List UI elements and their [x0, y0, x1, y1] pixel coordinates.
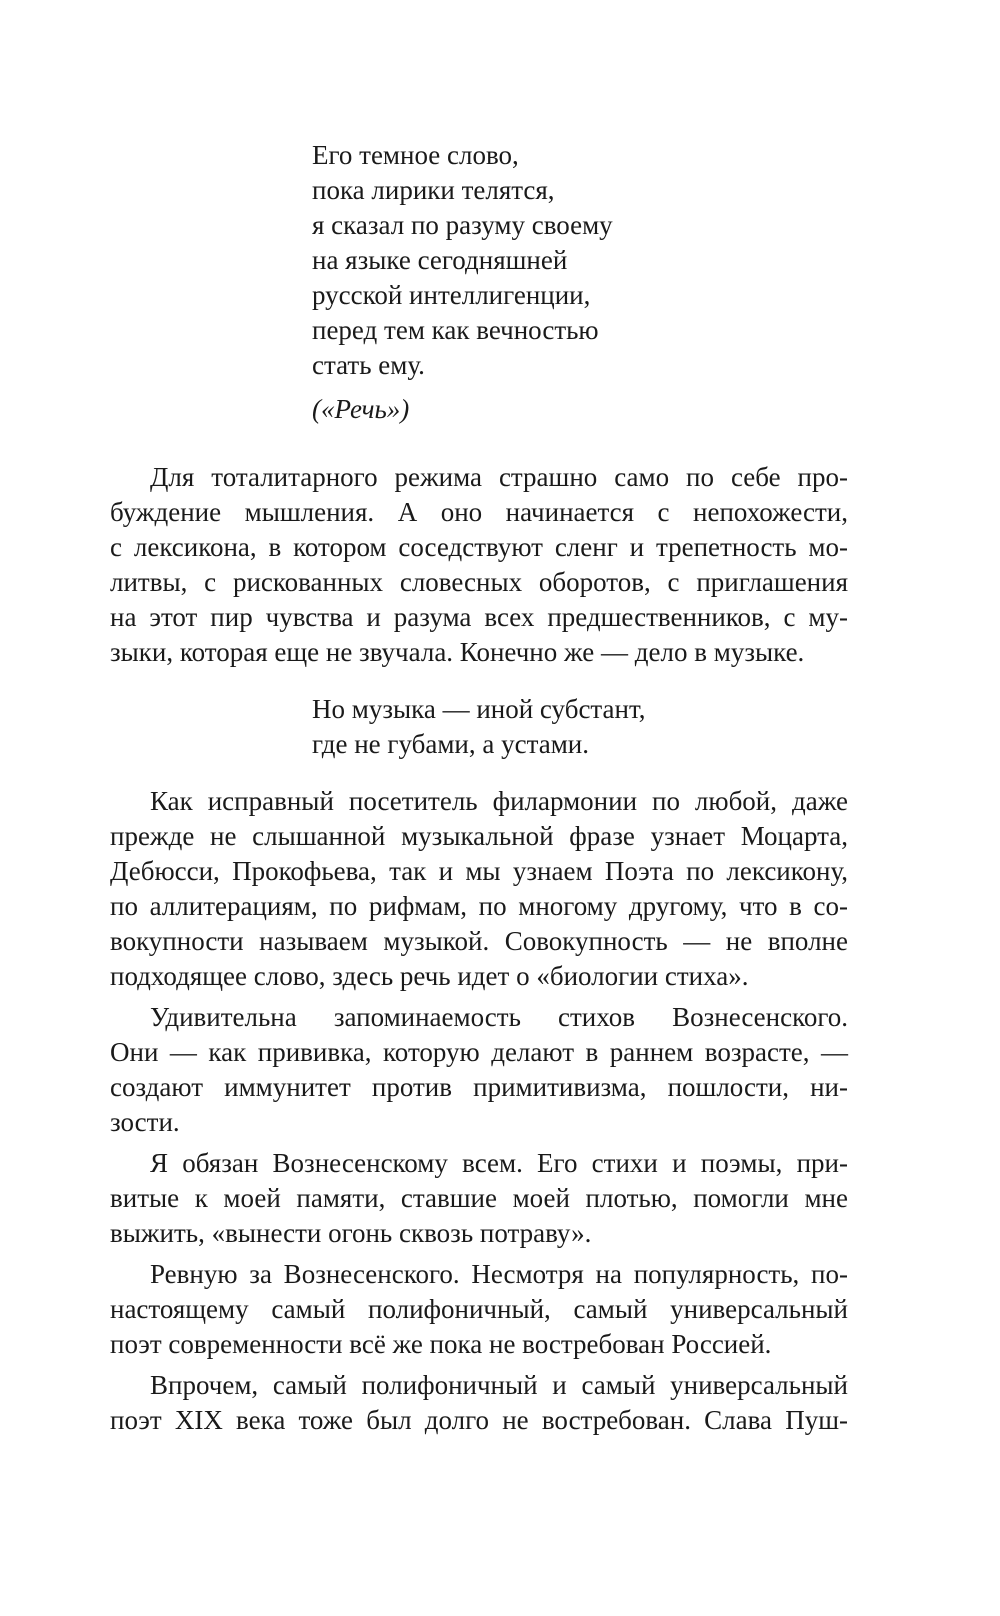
text-line: выжить, «вынести огонь сквозь потраву». — [110, 1218, 592, 1248]
text-line: Дебюсси, Прокофьева, так и мы узнаем Поэта по лексикону, — [110, 856, 848, 886]
text-line: создают иммунитет против примитивизма, пошлости, ни- — [110, 1072, 848, 1102]
text-line: настоящему самый полифоничный, самый универсальный — [110, 1294, 848, 1324]
text-line: Они — как прививка, которую делают в раннем возрасте, — — [110, 1037, 848, 1067]
verse-line: на языке сегодняшней — [312, 245, 568, 275]
verse-line: русской интеллигенции, — [312, 280, 591, 310]
text-line: поэт XIX века тоже был долго не востребован. Слава Пуш- — [110, 1405, 848, 1435]
text-line: витые к моей памяти, ставшие моей плотью, помогли мне — [110, 1183, 848, 1213]
text-line: Впрочем, самый полифоничный и самый универсальный — [150, 1370, 848, 1400]
text-line: с лексикона, в котором соседствуют сленг и трепетность мо- — [110, 532, 848, 562]
verse-line: пока лирики телятся, — [312, 175, 555, 205]
text-line: прежде не слышанной музыкальной фразе узнает Моцарта, — [110, 821, 848, 851]
text-line: буждение мышления. А оно начинается с непохожести, — [110, 497, 848, 527]
text-line: Для тоталитарного режима страшно само по себе про- — [150, 462, 848, 492]
verse-line: где не губами, а устами. — [312, 729, 589, 759]
text-line: вокупности называем музыкой. Совокупность — не вполне — [110, 926, 848, 956]
text-line: Я обязан Вознесенскому всем. Его стихи и поэмы, при- — [150, 1148, 848, 1178]
text-line: поэт современности всё же пока не востребован Россией. — [110, 1329, 772, 1359]
text-line: зыки, которая еще не звучала. Конечно же — дело в музыке. — [110, 637, 805, 667]
text-line: литвы, с рискованных словесных оборотов, с приглашения — [110, 567, 848, 597]
verse-source: («Речь») — [312, 394, 410, 424]
verse-line: перед тем как вечностью — [312, 315, 599, 345]
text-line: Как исправный посетитель филармонии по любой, даже — [150, 786, 848, 816]
text-line: Ревную за Вознесенского. Несмотря на популярность, по- — [150, 1259, 848, 1289]
text-line: зости. — [110, 1107, 180, 1137]
text-line: подходящее слово, здесь речь идет о «биологии стиха». — [110, 961, 749, 991]
verse-line: я сказал по разуму своему — [312, 210, 613, 240]
text-line: по аллитерациям, по рифмам, по многому другому, что в со- — [110, 891, 848, 921]
verse-line: Его темное слово, — [312, 140, 519, 170]
text-line: Удивительна запоминаемость стихов Вознесенского. — [150, 1002, 848, 1032]
verse-line: Но музыка — иной субстант, — [312, 694, 646, 724]
text-line: на этот пир чувства и разума всех предшественников, с му- — [110, 602, 848, 632]
verse-line: стать ему. — [312, 350, 425, 380]
